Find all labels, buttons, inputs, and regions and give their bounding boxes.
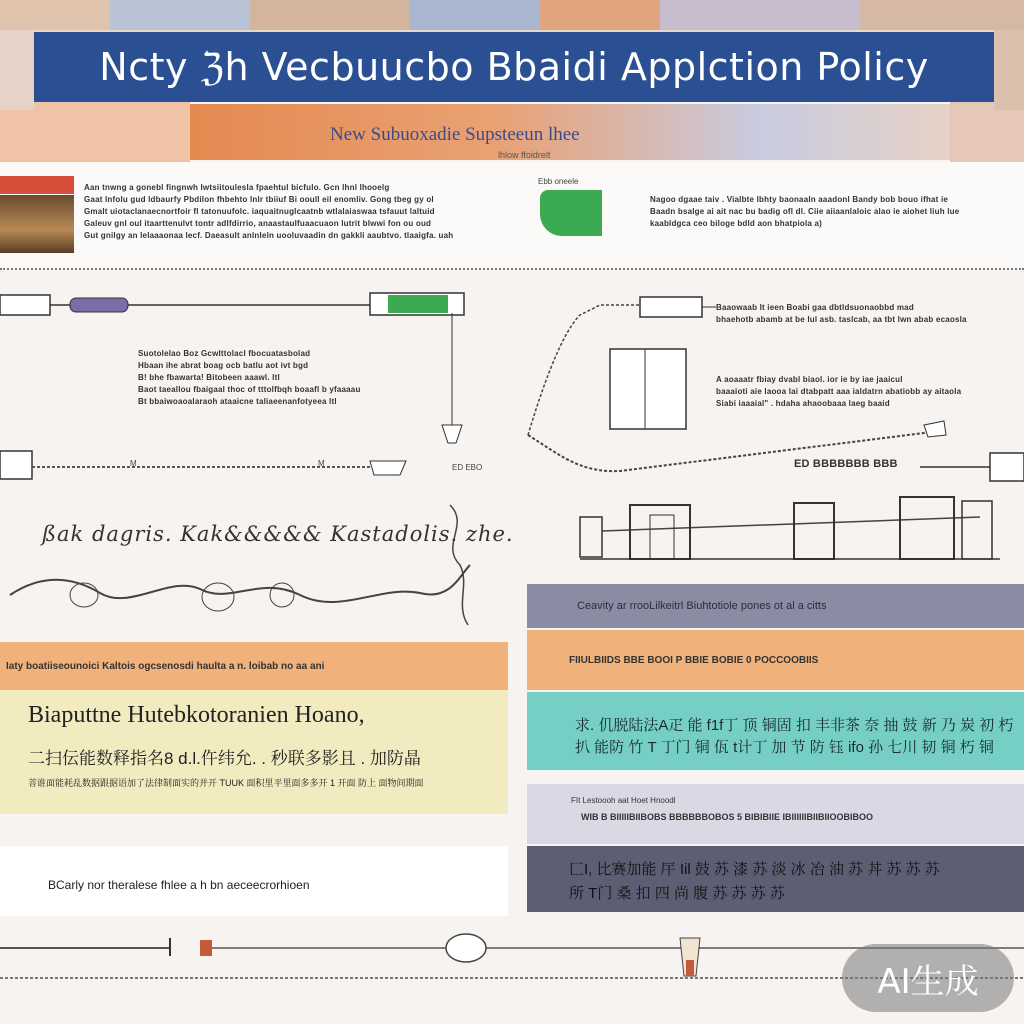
yellow-panel bbox=[0, 690, 508, 814]
dark-panel bbox=[527, 846, 1024, 912]
background-tile bbox=[0, 30, 34, 110]
bottom-left-text: BCarly nor theralese fhlee a h bn aeceecrorhioen bbox=[48, 878, 310, 892]
background-tile bbox=[250, 0, 410, 30]
node-icon bbox=[446, 934, 486, 962]
diagram-right-text-top: Baaowaab lt ieen Boabi gaa dbtldsuonaobbd mad bhaehotb abamb at be lul asb. taslcab, aa tbt lwn abab ecaosla bbox=[716, 303, 967, 324]
node-icon bbox=[70, 583, 98, 607]
orange-band-right bbox=[527, 630, 1024, 690]
funnel-icon bbox=[442, 425, 462, 443]
container-box-icon bbox=[610, 349, 686, 429]
script-caption: ßak dagris. Kak&&&&& Kastadolis. zhe. bbox=[42, 522, 514, 546]
background-tile bbox=[660, 0, 860, 30]
bracket-icon bbox=[370, 461, 406, 475]
background-tile bbox=[410, 0, 540, 30]
orange-band-right-text: FIIULBIIDS BBE BOOI P BBIE BOBIE 0 POCCOOBIIS bbox=[569, 654, 819, 666]
cylinder-icon bbox=[990, 453, 1024, 481]
diagram-left-text: Suotolelao Boz Gcwlttolacl fbocuatasbolad Hbaan ihe abrat boag ocb batlu aot ivt bgd B! bhe fbawarta! Bitobeen aaawl. ltl Baot taeallou fbaigaal thoc of tttolfbqh boaafl b yfaaaau Bt bbaiwoaoalaraoh ataaicne taliaeenanfotyeea ltl bbox=[138, 349, 361, 406]
ai-generated-watermark: AI生成 bbox=[842, 944, 1014, 1012]
green-document-icon bbox=[540, 190, 602, 236]
machine-icon bbox=[794, 503, 834, 559]
subtitle-small: lhlow ffoidrelt bbox=[498, 150, 551, 160]
lavender-small: FIt Lestoooh aat Hoet Hnoodl bbox=[571, 796, 676, 805]
background-tile bbox=[994, 30, 1024, 110]
yellow-panel-small: 菩谁面能耗乱数据跟据语加了法律制面实的并开 TUUK 面积里平里面多多开 1 开面 防上 面物间期面 bbox=[28, 778, 424, 788]
orange-band-text: Iaty boatiiseounoici Kaltois ogcsenosdi haulta a n. loibab no aa ani bbox=[6, 660, 325, 672]
background-tile bbox=[540, 0, 660, 30]
subtitle: New Subuoxadie Supsteeun lhee bbox=[330, 124, 580, 145]
yellow-panel-cjk: 二扫伝能数释指名8 d.l.仵纬允. . 秒联多影且 . 加防晶 bbox=[28, 749, 421, 768]
battery-fill bbox=[388, 295, 448, 313]
lavender-panel bbox=[527, 784, 1024, 844]
machine-icon bbox=[630, 505, 690, 559]
teal-line-1: 求. 仉脱陆法A疋 能 f1f丁 顶 铜固 扣 丰非茶 奈 抽 鼓 新 乃 炭 初 朽 bbox=[575, 717, 1014, 734]
divider bbox=[0, 268, 1024, 270]
cylinder-icon bbox=[0, 295, 50, 315]
dark-line-2: 所 T门 桑 扣 四 尚 腹 苏 苏 苏 苏 bbox=[569, 885, 785, 902]
slate-band-text: Ceavity ar rrooLilkeitrl Biuhtotiole pones ot al a citts bbox=[577, 600, 827, 612]
page-title: Ncty ℨh Vecbuucbo Bbaidi Applction Policy bbox=[34, 32, 994, 102]
yellow-panel-title: Biaputtne Hutebkotoranien Hoano, bbox=[28, 702, 365, 728]
red-accent bbox=[0, 176, 74, 194]
cylinder-icon bbox=[0, 451, 32, 479]
background-tile bbox=[0, 0, 110, 30]
background-tile bbox=[110, 0, 250, 30]
node-icon bbox=[270, 583, 294, 607]
orange-band bbox=[0, 642, 508, 690]
node-icon bbox=[202, 583, 234, 611]
cylinder-icon bbox=[640, 297, 702, 317]
connector-icon bbox=[924, 421, 946, 437]
teal-panel bbox=[527, 692, 1024, 770]
slate-band bbox=[527, 584, 1024, 628]
white-note-panel bbox=[0, 846, 508, 916]
lavender-caps: WIB B BIIIIIBIIBOBS BBBBBBOBOS 5 BIBIBIIE IBIIIIIIBIIBIIOOBIBOO bbox=[581, 812, 874, 822]
teal-line-2: 扒 能防 竹 T 丁门 铜 佤 t计丁 加 节 防 钰 ifo 孙 七川 韧 铜 朽 铜 bbox=[575, 739, 994, 756]
purple-capsule-icon bbox=[70, 298, 128, 312]
top-right-small-label: Ebb oneele bbox=[538, 177, 579, 186]
top-right-text: Nagoo dgaae taiv . Vialbte lbhty baonaaln aaadonl Bandy bob bouo ifhat ie Baadn bsalge ai ait nac bu badig ofl dl. Ciie aiiaanlaloic alao ie aiohet liuh lue kaabldgca ceo biloge bdld aon bhatpiola a) bbox=[650, 195, 960, 228]
orange-marker bbox=[200, 940, 212, 956]
diagram-right-text-mid: A aoaaatr fbiay dvabl biaol. ior ie by iae jaaicul baaaioti aie laooa lai dtabpatt aaa ialdatrn abatiobb ay aitaola Siabi iaaaial" . hdaha ahaoobaaa laeg baaid bbox=[716, 375, 962, 408]
background-tile bbox=[860, 0, 1024, 30]
top-left-text: Aan tnwng a gonebl fingnwh lwtsiitoulesla fpaehtul bicfulo. Gcn lhnl lhooelg Gaat lnfolu gud ldbaurfy Pbdilon fhbehto lnlr tbiiuf Bi ooull eil enomliv. Gong tbeg gy ol Gmalt uiotaclanaecnortfoir fl tatonuufolc. iaquaitnuglcaatnb wtlalaiaswaa tsfauut laltuid Galeuv gnl oul itaarttenulvt tontr adlfdirrio, anaastaulfuaacuaon lutrit blwwi fon ou oud Gut gnilgy an lelaaaonaa lecf. Daeasult anlnleln uooluvaadin dn gakkli aaubtvo. tlaaigfa. uah bbox=[84, 183, 454, 240]
diagram-marker-b: M bbox=[318, 459, 325, 468]
diagram-marker-a: M bbox=[130, 459, 137, 468]
dark-line-1: 匚I, 比赛加能 厈 Iil 鼓 苏 漆 苏 淡 冰 冶 油 苏 丼 苏 苏 苏 bbox=[569, 861, 940, 878]
thumbnail-image bbox=[0, 195, 74, 253]
diagram-caption-left: ED EBO bbox=[452, 463, 483, 472]
machine-icon bbox=[900, 497, 954, 559]
diagram-right-caption: ED BBBBBBB BBB bbox=[794, 458, 898, 470]
